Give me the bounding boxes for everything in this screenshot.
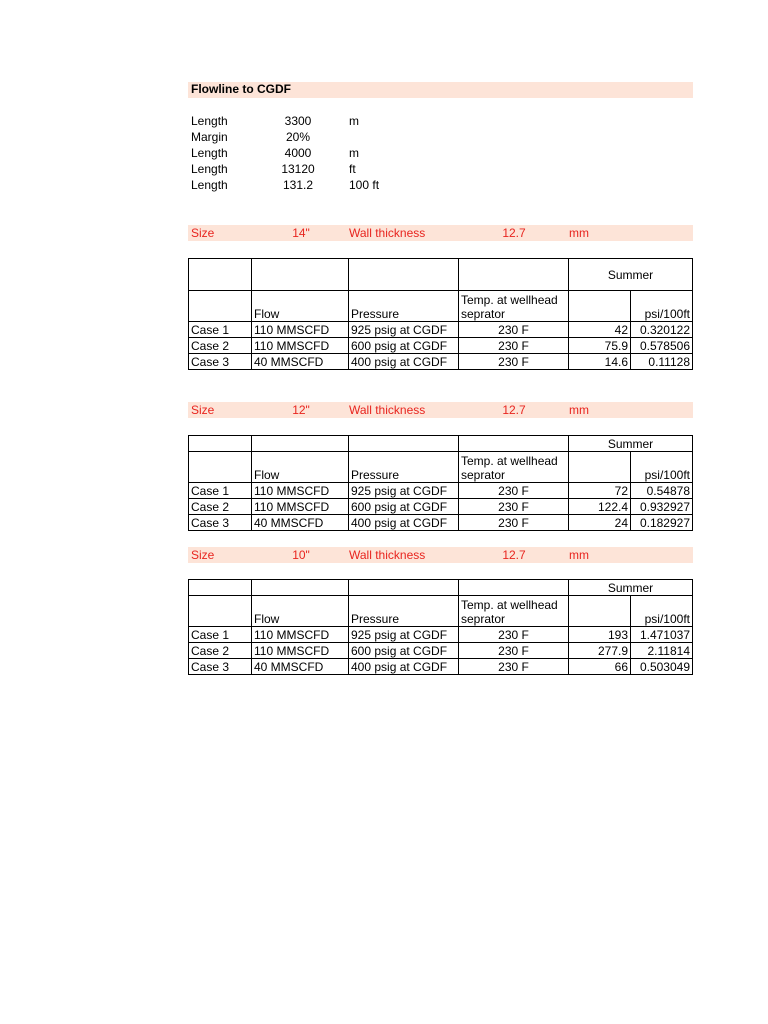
temp-cell: 230 F	[459, 322, 569, 338]
flow-cell: 110 MMSCFD	[252, 643, 349, 659]
pressure-cell: 600 psig at CGDF	[349, 643, 459, 659]
summer-header: Summer	[569, 259, 693, 291]
header-empty-cell	[252, 259, 349, 291]
value-cell: 42	[569, 322, 631, 338]
case-cell: Case 1	[189, 483, 252, 499]
header-empty-cell	[189, 580, 252, 596]
table-row	[189, 515, 693, 531]
header-empty-cell	[189, 452, 252, 483]
value-cell: 14.6	[569, 354, 631, 370]
length-unit: m	[349, 114, 359, 128]
pressure-cell: 400 psig at CGDF	[349, 659, 459, 675]
temp-cell: 230 F	[459, 515, 569, 531]
pressure-cell: 925 psig at CGDF	[349, 483, 459, 499]
wall-thickness-label: Wall thickness	[349, 548, 426, 562]
summer-header: Summer	[569, 436, 693, 452]
results-table-14	[188, 258, 693, 370]
pressure-cell: 925 psig at CGDF	[349, 322, 459, 338]
psi-cell: 0.320122	[631, 322, 693, 338]
flow-cell: 110 MMSCFD	[252, 338, 349, 354]
temp-header: Temp. at wellhead seprator	[459, 596, 569, 627]
pressure-header: Pressure	[349, 452, 459, 483]
temp-cell: 230 F	[459, 499, 569, 515]
psi-cell: 0.54878	[631, 483, 693, 499]
size-label: Size	[191, 226, 215, 240]
size-row-14	[191, 225, 691, 241]
length-row	[191, 145, 491, 161]
margin-label: Margin	[191, 130, 228, 144]
flow-header: Flow	[252, 452, 349, 483]
value-cell: 66	[569, 659, 631, 675]
psi-cell: 0.578506	[631, 338, 693, 354]
case-cell: Case 2	[189, 643, 252, 659]
value-cell: 75.9	[569, 338, 631, 354]
header-empty-cell	[189, 596, 252, 627]
wall-thickness-unit: mm	[569, 403, 589, 417]
size-label: Size	[191, 548, 215, 562]
psi-cell: 0.182927	[631, 515, 693, 531]
temp-cell: 230 F	[459, 627, 569, 643]
sheet-title: Flowline to CGDF	[191, 82, 291, 96]
header-empty-cell	[189, 291, 252, 322]
length-row	[191, 113, 491, 129]
table-row	[189, 338, 693, 354]
value-cell: 193	[569, 627, 631, 643]
length-label: Length	[191, 146, 228, 160]
header-empty-cell	[459, 436, 569, 452]
temp-header: Temp. at wellhead seprator	[459, 291, 569, 322]
header-empty-cell	[459, 259, 569, 291]
value-cell: 277.9	[569, 643, 631, 659]
length-row	[191, 177, 491, 193]
length-value: 3300	[284, 114, 312, 128]
temp-cell: 230 F	[459, 354, 569, 370]
temp-cell: 230 F	[459, 643, 569, 659]
length-value: 13120	[281, 162, 315, 176]
psi-cell: 0.932927	[631, 499, 693, 515]
case-cell: Case 3	[189, 354, 252, 370]
header-empty-cell	[189, 436, 252, 452]
flow-cell: 40 MMSCFD	[252, 354, 349, 370]
wall-thickness-unit: mm	[569, 226, 589, 240]
length-value: 131.2	[282, 178, 314, 192]
length-unit: ft	[349, 162, 356, 176]
table-row	[189, 499, 693, 515]
temp-cell: 230 F	[459, 659, 569, 675]
size-value: 12"	[292, 403, 310, 417]
case-cell: Case 3	[189, 515, 252, 531]
psi-cell: 0.11128	[631, 354, 693, 370]
value-cell: 72	[569, 483, 631, 499]
length-label: Length	[191, 162, 228, 176]
pressure-cell: 400 psig at CGDF	[349, 354, 459, 370]
temp-header: Temp. at wellhead seprator	[459, 452, 569, 483]
length-unit: 100 ft	[349, 178, 380, 192]
summer-header: Summer	[569, 580, 693, 596]
header-empty-cell	[459, 580, 569, 596]
temp-cell: 230 F	[459, 483, 569, 499]
results-table-10	[188, 579, 693, 675]
size-label: Size	[191, 403, 215, 417]
wall-thickness-label: Wall thickness	[349, 226, 426, 240]
case-cell: Case 1	[189, 322, 252, 338]
flow-cell: 110 MMSCFD	[252, 483, 349, 499]
wall-thickness-value: 12.7	[502, 226, 526, 240]
table-row	[189, 354, 693, 370]
size-value: 14"	[292, 226, 310, 240]
length-label: Length	[191, 178, 228, 192]
header-empty-cell	[189, 259, 252, 291]
margin-value: 20%	[285, 130, 311, 144]
case-cell: Case 2	[189, 499, 252, 515]
wall-thickness-label: Wall thickness	[349, 403, 426, 417]
value-cell: 122.4	[569, 499, 631, 515]
header-empty-cell	[252, 436, 349, 452]
pressure-cell: 600 psig at CGDF	[349, 338, 459, 354]
pressure-cell: 925 psig at CGDF	[349, 627, 459, 643]
header-empty-cell	[569, 452, 631, 483]
table-row	[189, 659, 693, 675]
size-value: 10"	[292, 548, 310, 562]
case-cell: Case 2	[189, 338, 252, 354]
table-row	[189, 643, 693, 659]
wall-thickness-unit: mm	[569, 548, 589, 562]
psi-cell: 1.471037	[631, 627, 693, 643]
case-cell: Case 3	[189, 659, 252, 675]
size-row-12	[191, 402, 691, 418]
header-empty-cell	[569, 291, 631, 322]
psi-header: psi/100ft	[631, 291, 693, 322]
flow-cell: 110 MMSCFD	[252, 499, 349, 515]
length-value: 4000	[284, 146, 312, 160]
size-row-10	[191, 547, 691, 563]
length-label: Length	[191, 114, 228, 128]
pressure-cell: 600 psig at CGDF	[349, 499, 459, 515]
margin-row	[191, 129, 491, 145]
pressure-cell: 400 psig at CGDF	[349, 515, 459, 531]
flow-header: Flow	[252, 596, 349, 627]
header-empty-cell	[569, 596, 631, 627]
value-cell: 24	[569, 515, 631, 531]
flow-header: Flow	[252, 291, 349, 322]
header-empty-cell	[349, 259, 459, 291]
psi-cell: 2.11814	[631, 643, 693, 659]
header-empty-cell	[349, 580, 459, 596]
wall-thickness-value: 12.7	[502, 403, 526, 417]
header-empty-cell	[252, 580, 349, 596]
psi-cell: 0.503049	[631, 659, 693, 675]
flow-cell: 40 MMSCFD	[252, 515, 349, 531]
wall-thickness-value: 12.7	[502, 548, 526, 562]
table-row	[189, 483, 693, 499]
pressure-header: Pressure	[349, 596, 459, 627]
case-cell: Case 1	[189, 627, 252, 643]
temp-cell: 230 F	[459, 338, 569, 354]
length-unit: m	[349, 146, 359, 160]
pressure-header: Pressure	[349, 291, 459, 322]
psi-header: psi/100ft	[631, 452, 693, 483]
results-table-12	[188, 435, 693, 531]
header-empty-cell	[349, 436, 459, 452]
flow-cell: 110 MMSCFD	[252, 627, 349, 643]
table-row	[189, 627, 693, 643]
flow-cell: 110 MMSCFD	[252, 322, 349, 338]
psi-header: psi/100ft	[631, 596, 693, 627]
length-row	[191, 161, 491, 177]
table-row	[189, 322, 693, 338]
flow-cell: 40 MMSCFD	[252, 659, 349, 675]
